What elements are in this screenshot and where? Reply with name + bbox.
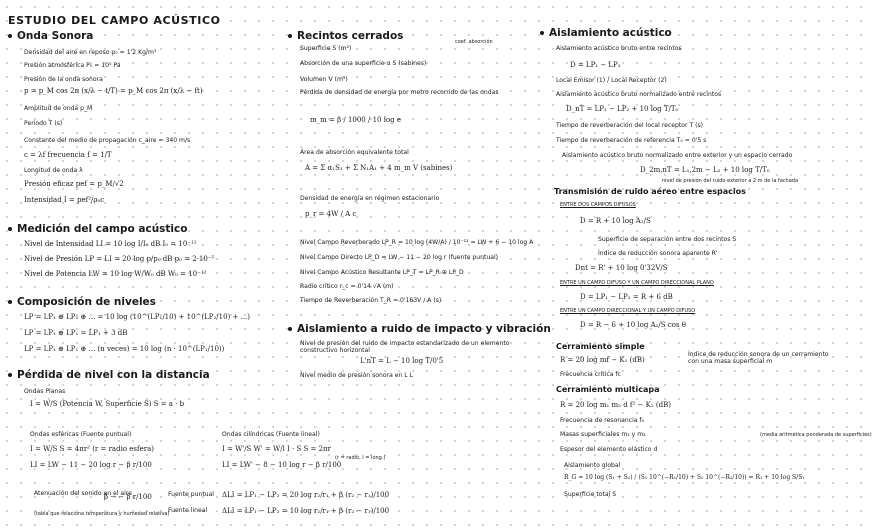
formula: I = W'/S W' = W/l I · S S = 2πr — [222, 445, 332, 453]
note: nivel de presión del ruido exterior a 2 m de la fachada — [662, 178, 799, 184]
formula: p_r = 4W / A c — [305, 210, 357, 218]
text-line: Presión de la onda sonora — [24, 76, 103, 83]
text-line: Volumen V (m³) — [300, 76, 348, 83]
heading-recintos: Recintos cerrados — [288, 30, 403, 42]
formula: LI = LW − 11 − 20 log r − β r/100 — [30, 461, 152, 469]
formula: ΔLI = LP₁ − LP₂ = 10 log r₂/r₁ + β (r₂ − r₁)/100 — [222, 507, 390, 515]
formula: ΔLI = LP₁ − LP₂ = 20 log r₂/r₁ + β (r₂ − r₁)/100 — [222, 491, 390, 499]
text-line: Longitud de onda λ — [24, 167, 83, 174]
text-line: Atenuación del sonido en el aire — [34, 490, 132, 497]
note: (tabla que relaciona temperatura y humedad relativa) — [34, 511, 170, 517]
heading-cerramiento-multicapa: Cerramiento multicapa — [556, 385, 660, 394]
formula: LP = LP₁ ⊕ LP₂ ⊕ ... = 10 log (10^(LP₁/10) + 10^(LP₂/10) + ...) — [24, 313, 251, 321]
note: coef. absorción — [455, 39, 493, 45]
page-title: ESTUDIO DEL CAMPO ACÚSTICO — [8, 14, 221, 27]
text-line: Aislamiento acústico bruto normalizado entre recintos — [556, 91, 722, 98]
text-line: Masas superficiales m₁ y m₂ — [560, 431, 646, 438]
formula: Intensidad I = pef²/ρ₀c — [24, 196, 105, 204]
note: (media aritmética ponderada de superficies) — [760, 432, 872, 438]
text-line: Nivel Campo Reverberado LP_R = 10 log (4W/A) / 10⁻¹² = LW + 6 − 10 log A — [300, 239, 534, 246]
heading-cerramiento-simple: Cerramiento simple — [556, 342, 645, 351]
formula: c = λf frecuencia f = 1/T — [24, 151, 112, 159]
formula: Dnt = R' + 10 log 0'32V/S — [575, 264, 668, 272]
text-line: Densidad de energía en régimen estacionario — [300, 195, 440, 202]
text-line: Superficie de separación entre dos recintos S — [598, 236, 737, 243]
formula: LP = LP₁ ⊕ LP₁ = LP₁ + 3 dB — [24, 329, 128, 337]
bullet-icon — [288, 327, 292, 331]
text-line: Tiempo de Reverberación T_R = 0'163V / A (s) — [300, 297, 442, 304]
text-line: Superficie S (m²) — [300, 45, 352, 52]
formula: R_G = 10 log (S₁ + S₂) / (S₁ 10^(−R₁/10) + S₂ 10^(−R₂/10)) = R₁ + 10 log S/S₁ — [564, 474, 805, 481]
heading-transmision: Transmisión de ruido aéreo entre espacios — [554, 187, 746, 196]
bullet-icon — [8, 34, 12, 38]
bullet-icon — [288, 34, 292, 38]
text-line: Nivel medio de presión sonora en L L — [300, 372, 414, 379]
formula: Nivel de Presión LP = LI = 20 log p/p₀ dB p₀ = 2·10⁻⁵ — [24, 255, 215, 263]
text-line: Aislamiento global — [564, 462, 621, 469]
text-line: Aislamiento acústico bruto normalizado entre exterior y un espacio cerrado — [562, 152, 793, 159]
text-line: Nivel de presión del ruido de impacto estandarizado de un elemento constructivo horizontal — [300, 340, 510, 354]
formula: LP = LP₁ ⊕ LP₁ ⊕ ... (n veces) = 10 log (n · 10^(LP₁/10)) — [24, 345, 225, 353]
bullet-icon — [540, 31, 544, 35]
text-line: Constante del medio de propagación c_aire = 340 m/s — [24, 137, 191, 144]
text-line: Frecuencia crítica fc — [560, 371, 621, 378]
heading-impacto: Aislamiento a ruido de impacto y vibración — [288, 323, 551, 335]
text-line: Área de absorción equivalente total — [300, 149, 409, 156]
note: Índice de reducción sonora de un cerramiento con una masa superficial m — [688, 351, 829, 365]
formula: D = LP₁ − LP₂ — [570, 61, 621, 69]
formula: β → − β r/100 — [104, 493, 152, 501]
formula: D = R + 10 log A₂/S — [580, 217, 651, 225]
formula: D = LP₁ − LP₂ = R + 6 dB — [580, 293, 673, 301]
text-line: Absorción de una superficie α S (sabines) — [300, 60, 427, 67]
text-line: Tiempo de reverberación del local receptor T (s) — [556, 122, 704, 129]
formula: I = W/S (Potencia W, Superficie S) S = a · b — [30, 400, 185, 408]
text-line: Presión atmosférica P₀ = 10⁵ Pa — [24, 62, 121, 69]
text-line: Fuente puntual — [168, 491, 214, 498]
formula: I = W/S S = 4πr² (r = radio esfera) — [30, 445, 154, 453]
text-line: Local Emisor (1) / Local Receptor (2) — [556, 77, 667, 84]
heading-medicion: Medición del campo acústico — [8, 223, 187, 235]
subheading: ENTRE UN CAMPO DIFUSO Y UN CAMPO DIRECCIONAL PLANO — [560, 280, 714, 286]
bullet-icon — [8, 300, 12, 304]
text-line: Índice de reducción sonora aparente R' — [598, 250, 718, 257]
formula: A = Σ α₁S₁ + Σ N₁A₁ + 4 m_m V (sabines) — [305, 164, 453, 172]
text-line: Fuente lineal — [168, 507, 208, 514]
bullet-icon — [8, 373, 12, 377]
formula: D_nT = LP₁ − LP₂ + 10 log T/T₀ — [566, 105, 679, 113]
formula: p = p_M cos 2π (x/λ − t/T) = p_M cos 2π (x/λ − ft) — [24, 87, 203, 95]
formula: R = 20 log mf − K₁ (dB) — [560, 356, 645, 364]
formula: Nivel de Potencia LW = 10 log W/W₀ dB W₀ = 10⁻¹² — [24, 270, 207, 278]
text-line: Tiempo de reverberación de referencia T₀ = 0'5 s — [556, 137, 707, 144]
text-line: Frecuencia de resonancia f₀ — [560, 417, 645, 424]
text-line: Pérdida de densidad de energía por metro recorrido de las ondas — [300, 89, 499, 96]
text-line: Nivel Campo Acústico Resultante LP_T = LP_R ⊕ LP_D — [300, 269, 464, 276]
formula: D = R − 6 + 10 log A₂/S cos θ — [580, 321, 686, 329]
formula: LI = LW' − 8 − 10 log r − β r/100 — [222, 461, 342, 469]
text-line: Densidad del aire en reposo ρ₀ = 1'2 Kg/m³ — [24, 49, 157, 56]
subheading: ENTRE DOS CAMPOS DIFUSOS — [560, 202, 636, 208]
text-line: Periodo T (s) — [24, 120, 63, 127]
subheading: ENTRE UN CAMPO DIRECCIONAL Y UN CAMPO DIFUSO — [560, 308, 696, 314]
heading-aislamiento: Aislamiento acústico — [540, 27, 672, 39]
formula: m_m = β / 1000 / 10 log e — [310, 116, 402, 124]
text-line: Ondas cilíndricas (Fuente lineal) — [222, 431, 320, 438]
text-line: Superficie total S — [564, 491, 617, 498]
text-line: Nivel Campo Directo LP_D = LW − 11 − 20 log r (fuente puntual) — [300, 254, 499, 261]
text-line: Espesor del elemento elástico d — [560, 446, 658, 453]
heading-composicion: Composición de niveles — [8, 296, 156, 308]
heading-onda-sonora: Onda Sonora — [8, 30, 93, 42]
formula: D_2m,nT = L₁,2m − L₂ + 10 log T/T₀ — [640, 166, 770, 174]
bullet-icon — [8, 227, 12, 231]
text-line: Radio crítico r_c = 0'14 √A (m) — [300, 283, 394, 290]
formula: L'nT = L − 10 log T/0'5 — [360, 357, 444, 365]
formula: R = 20 log m₁ m₂ d f² − K₂ (dB) — [560, 401, 671, 409]
text-line: Aislamiento acústico bruto entre recintos — [556, 45, 682, 52]
text-line: Ondas Planas — [24, 388, 66, 395]
text-line: Ondas esféricas (Fuente puntual) — [30, 431, 132, 438]
formula: Nivel de Intensidad LI = 10 log I/I₀ dB I₀ = 10⁻¹² — [24, 240, 197, 248]
formula: Presión eficaz pef = p_M/√2 — [24, 180, 124, 188]
note: (r = radio, l = long.) — [335, 455, 386, 461]
heading-perdida: Pérdida de nivel con la distancia — [8, 369, 210, 381]
text-line: Amplitud de onda p_M — [24, 105, 93, 112]
